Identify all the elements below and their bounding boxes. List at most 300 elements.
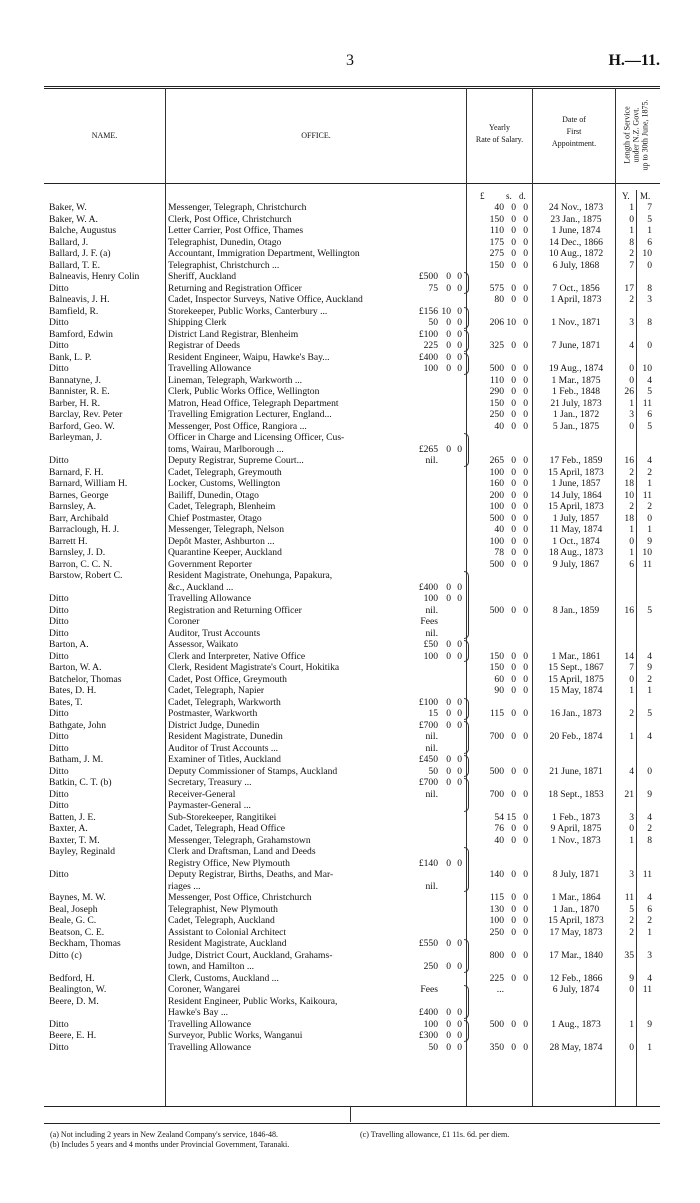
service-months: 1 — [647, 524, 652, 535]
office-cell: &c., Auckland ... — [168, 581, 234, 593]
service-years: 0 — [629, 374, 634, 386]
rate-shillings: 0 — [511, 202, 516, 213]
service-years: 16 — [624, 455, 634, 466]
name-cell: Bates, D. H. — [49, 685, 97, 696]
sub-amount-shillings: 0 — [446, 593, 451, 604]
rate-pounds: 100 — [489, 915, 504, 926]
rate-shillings: 0 — [511, 489, 516, 501]
rate-pounds: 100 — [489, 535, 504, 547]
service-months: 1 — [647, 225, 652, 236]
service-months: 10 — [642, 547, 652, 558]
name-cell: Barford, Geo. W. — [49, 420, 115, 432]
header-office: OFFICE. — [301, 131, 331, 140]
office-cell: Shipping Clerk — [168, 317, 227, 328]
top-rule — [44, 88, 660, 89]
sub-amount-shillings: 0 — [446, 271, 451, 282]
table-row — [0, 559, 700, 571]
name-cell: Bamford, Edwin — [49, 328, 113, 340]
table-row — [0, 1030, 700, 1042]
service-years: 1 — [629, 202, 634, 213]
rate-shillings: 0 — [511, 363, 516, 374]
office-cell: Resident Engineer, Waipu, Hawke's Bay... — [168, 351, 330, 363]
sub-amount-shillings: 0 — [446, 857, 451, 869]
table-row — [0, 639, 700, 651]
rate-shillings: 0 — [511, 1018, 516, 1030]
sub-amount-shillings: 0 — [446, 961, 451, 972]
rate-pence: 0 — [523, 478, 528, 489]
table-row — [0, 950, 700, 962]
service-years: 3 — [629, 409, 634, 420]
service-years: 3 — [629, 869, 634, 880]
service-years: 18 — [624, 478, 634, 489]
rate-shillings: 0 — [511, 524, 516, 535]
office-cell: Coroner — [168, 616, 200, 627]
name-cell: Ditto — [49, 731, 69, 742]
sub-amount-pounds: nil. — [425, 604, 438, 616]
office-cell: Accountant, Immigration Department, Wellington — [168, 248, 360, 259]
rate-pounds: 200 — [489, 489, 504, 501]
sub-amount-pounds: £500 — [418, 271, 438, 282]
name-cell: Ditto — [49, 742, 69, 754]
service-months: 9 — [647, 788, 652, 800]
footnote-c: (c) Travelling allowance, £1 11s. 6d. per diem. — [360, 1130, 510, 1139]
rate-shillings: 0 — [511, 409, 516, 420]
office-cell: Chief Postmaster, Otago — [168, 512, 262, 524]
table-row — [0, 570, 700, 582]
group-brace — [464, 272, 469, 294]
rate-pounds: 206 — [489, 317, 504, 328]
footnote-a: (a) Not including 2 years in New Zealand Company's service, 1846-48. — [50, 1130, 279, 1139]
service-years: 0 — [629, 984, 634, 995]
table-row — [0, 202, 700, 214]
rate-pence: 0 — [523, 466, 528, 478]
group-brace — [464, 778, 469, 812]
group-brace — [464, 847, 469, 892]
name-cell: Ditto — [49, 765, 69, 777]
office-cell: Clerk and Interpreter, Native Office — [168, 650, 306, 662]
office-cell: District Land Registrar, Blenheim — [168, 328, 299, 340]
sub-amount-pounds: £140 — [418, 857, 438, 869]
rate-shillings: 0 — [511, 949, 516, 961]
office-cell: Telegraphist, Christchurch ... — [168, 259, 280, 271]
name-cell: Baker, W. — [49, 202, 87, 213]
name-cell: Ditto — [49, 800, 69, 811]
appointment-date: 8 Jan., 1859 — [552, 604, 600, 616]
footnotes-right — [360, 1130, 650, 1140]
rate-pounds: 40 — [494, 420, 504, 432]
appointment-date: 18 Aug., 1873 — [548, 547, 604, 558]
unit-months: M. — [640, 191, 651, 201]
rate-shillings: 0 — [511, 259, 516, 271]
service-months: 5 — [647, 386, 652, 397]
sub-amount-shillings: 0 — [446, 1018, 451, 1030]
name-cell: Ditto — [49, 363, 69, 374]
office-cell: Cadet, Post Office, Greymouth — [168, 673, 287, 685]
service-years: 16 — [624, 604, 634, 616]
appointment-date: 15 April, 1873 — [548, 501, 604, 512]
rate-shillings: 0 — [511, 731, 516, 742]
appointment-date: 1 June, 1857 — [551, 478, 601, 489]
sub-amount-pence: 0 — [457, 765, 462, 777]
sub-amount-pounds: nil. — [425, 788, 438, 800]
rate-pence: 0 — [523, 823, 528, 834]
rate-pence: 0 — [523, 213, 528, 225]
table-row — [0, 984, 700, 996]
service-months: 2 — [647, 466, 652, 478]
rate-pence: 0 — [523, 673, 528, 685]
appointment-date: 14 July, 1864 — [550, 489, 602, 501]
service-months: 3 — [647, 949, 652, 961]
rate-pounds: 140 — [489, 869, 504, 880]
sub-amount-pence: 0 — [457, 650, 462, 662]
table-row — [0, 858, 700, 870]
sub-amount-pence: 0 — [457, 938, 462, 949]
table-row — [0, 455, 700, 467]
office-cell: Receiver-General — [168, 788, 236, 800]
office-cell: Matron, Head Office, Telegraph Department — [168, 397, 339, 409]
sub-amount-shillings: 0 — [446, 1030, 451, 1041]
office-cell: Messenger, Telegraph, Christchurch — [168, 202, 307, 213]
sub-amount-pounds: nil. — [425, 742, 438, 754]
service-years: 1 — [629, 524, 634, 535]
table-row — [0, 881, 700, 893]
rate-shillings: 0 — [511, 340, 516, 351]
table-row — [0, 800, 700, 812]
table-row — [0, 306, 700, 318]
service-months: 5 — [647, 420, 652, 432]
rate-pounds: 80 — [494, 294, 504, 305]
table-row — [0, 398, 700, 410]
service-months: 2 — [647, 823, 652, 834]
header-date-line1: Date of — [562, 115, 586, 124]
service-years: 3 — [629, 317, 634, 328]
service-months: 5 — [647, 604, 652, 616]
office-cell: Resident Magistrate, Dunedin — [168, 731, 283, 742]
office-cell: town, and Hamilton ... — [168, 961, 255, 972]
rate-pounds: 40 — [494, 524, 504, 535]
service-years: 6 — [629, 558, 634, 570]
service-months: 6 — [647, 903, 652, 915]
header-length — [617, 88, 655, 183]
sub-amount-pence: 0 — [457, 754, 462, 765]
name-cell: Beere, E. H. — [49, 1030, 97, 1041]
table-row — [0, 593, 700, 605]
appointment-date: 1 Aug., 1873 — [551, 1018, 601, 1030]
name-cell: Batkin, C. T. (b) — [49, 777, 112, 788]
rate-pounds: 40 — [494, 834, 504, 846]
sub-amount-pounds: 100 — [423, 650, 438, 662]
office-cell: Resident Magistrate, Auckland — [168, 938, 287, 949]
rate-shillings: 0 — [511, 535, 516, 547]
service-months: 6 — [647, 409, 652, 420]
service-years: 2 — [629, 466, 634, 478]
name-cell: Baxter, A. — [49, 823, 88, 834]
rate-pounds: 250 — [489, 409, 504, 420]
service-years: 1 — [629, 685, 634, 696]
group-brace — [464, 571, 469, 639]
name-cell: Bannatyne, J. — [49, 374, 101, 386]
sub-amount-pence: 0 — [457, 777, 462, 788]
table-row — [0, 421, 700, 433]
office-cell: Paymaster-General ... — [168, 800, 251, 811]
appointment-date: 6 July, 1868 — [552, 259, 600, 271]
service-years: 2 — [629, 501, 634, 512]
table-row — [0, 329, 700, 341]
rate-pounds: 76 — [494, 823, 504, 834]
appointment-date: 1 April, 1873 — [550, 294, 602, 305]
name-cell: Ditto — [49, 627, 69, 639]
page-reference: H.—11. — [608, 52, 660, 69]
table-row — [0, 754, 700, 766]
service-months: 4 — [647, 731, 652, 742]
sub-amount-pence: 0 — [457, 282, 462, 294]
appointment-date: 16 Jan., 1873 — [550, 708, 602, 719]
header-rate-line1: Yearly — [489, 123, 510, 132]
service-months: 8 — [647, 834, 652, 846]
office-cell: Officer in Charge and Licensing Officer, Cus- — [168, 432, 345, 443]
table-row — [0, 375, 700, 387]
name-cell: Ditto — [49, 708, 69, 719]
sub-amount-shillings: 0 — [446, 639, 451, 650]
sub-amount-pounds: £156 — [418, 305, 438, 317]
office-cell: Travelling Allowance — [168, 1018, 252, 1030]
office-cell: Messenger, Post Office, Rangiora ... — [168, 420, 307, 432]
appointment-date: 1 Mar., 1864 — [551, 892, 601, 903]
table-row — [0, 743, 700, 755]
service-years: 1 — [629, 547, 634, 558]
sub-amount-shillings: 0 — [446, 719, 451, 731]
appointment-date: 7 Oct., 1856 — [552, 282, 600, 294]
table-row — [0, 697, 700, 709]
service-years: 7 — [629, 662, 634, 673]
sub-amount-pence: 0 — [457, 961, 462, 972]
table-row — [0, 915, 700, 927]
name-cell: Beatson, C. E. — [49, 926, 105, 938]
sub-amount-shillings: 0 — [446, 317, 451, 328]
rate-pounds: 500 — [489, 558, 504, 570]
office-cell: Resident Magistrate, Onehunga, Papakura, — [168, 570, 333, 581]
rate-pounds: 500 — [489, 765, 504, 777]
office-cell: Telegraphist, New Plymouth — [168, 903, 278, 915]
rate-pounds: 500 — [489, 1018, 504, 1030]
group-brace — [464, 433, 469, 467]
name-cell: Ditto — [49, 455, 69, 466]
appointment-date: 24 Nov., 1873 — [548, 202, 604, 213]
rate-pence: 0 — [523, 926, 528, 938]
office-cell: Letter Carrier, Post Office, Thames — [168, 225, 304, 236]
sub-amount-pence: 0 — [457, 593, 462, 604]
name-cell: Batham, J. M. — [49, 754, 104, 765]
service-months: 4 — [647, 811, 652, 823]
sub-amount-pence: 0 — [457, 363, 462, 374]
sub-amount-shillings: 0 — [446, 754, 451, 765]
sub-amount-pounds: £50 — [423, 639, 438, 650]
appointment-date: 28 May, 1874 — [549, 1041, 603, 1053]
rate-shillings: 0 — [511, 892, 516, 903]
rate-shillings: 0 — [511, 213, 516, 225]
appointment-date: 1 Feb., 1848 — [552, 386, 600, 397]
office-cell: Travelling Allowance — [168, 593, 252, 604]
rate-pence: 0 — [523, 650, 528, 662]
rate-pence: 0 — [523, 869, 528, 880]
sub-amount-shillings: 0 — [446, 708, 451, 719]
office-cell: Registrar of Deeds — [168, 340, 240, 351]
office-cell: Clerk, Resident Magistrate's Court, Hokitika — [168, 662, 340, 673]
table-row — [0, 973, 700, 985]
rate-pounds: 500 — [489, 363, 504, 374]
footnotes-left — [50, 1130, 345, 1150]
rate-pence: 0 — [523, 236, 528, 248]
rate-pounds: ... — [496, 984, 504, 995]
name-cell: Balche, Augustus — [49, 225, 117, 236]
service-years: 0 — [629, 535, 634, 547]
rate-pounds: 800 — [489, 949, 504, 961]
office-cell: Cadet, Telegraph, Greymouth — [168, 466, 282, 478]
header-name: NAME. — [91, 131, 118, 140]
service-years: 0 — [629, 363, 634, 374]
rate-shillings: 0 — [511, 765, 516, 777]
service-years: 2 — [629, 248, 634, 259]
sub-amount-pounds: 100 — [423, 363, 438, 374]
sub-amount-shillings: 0 — [446, 282, 451, 294]
appointment-date: 20 Feb., 1874 — [549, 731, 603, 742]
name-cell: Ditto (c) — [49, 949, 82, 961]
header-rate — [467, 122, 532, 146]
appointment-date: 9 July, 1867 — [552, 558, 600, 570]
name-cell: Barber, H. R. — [49, 397, 101, 409]
name-cell: Ballard, J. F. (a) — [49, 248, 111, 259]
rate-pounds: 265 — [489, 455, 504, 466]
table-row — [0, 904, 700, 916]
table-row — [0, 685, 700, 697]
table-row — [0, 490, 700, 502]
service-months: 4 — [647, 972, 652, 984]
office-cell: Assistant to Colonial Architect — [168, 926, 287, 938]
table-row — [0, 720, 700, 732]
rate-pence: 0 — [523, 811, 528, 823]
table-row — [0, 823, 700, 835]
service-years: 2 — [629, 926, 634, 938]
rate-shillings: 0 — [511, 547, 516, 558]
header-date-line3: Appointment. — [551, 139, 597, 148]
group-brace — [464, 698, 469, 720]
sub-amount-pounds: £700 — [418, 719, 438, 731]
service-years: 8 — [629, 236, 634, 248]
appointment-date: 10 Aug., 1872 — [548, 248, 604, 259]
appointment-date: 7 June, 1871 — [551, 340, 601, 351]
service-months: 10 — [642, 248, 652, 259]
sub-amount-pounds: Fees — [420, 616, 438, 627]
rate-pence: 0 — [523, 225, 528, 236]
service-years: 18 — [624, 512, 634, 524]
group-brace — [464, 330, 469, 352]
table-row — [0, 432, 700, 444]
name-cell: Balneavis, Henry Colin — [49, 271, 140, 282]
name-cell: Baker, W. A. — [49, 213, 98, 225]
rate-pence: 0 — [523, 1041, 528, 1053]
service-months: 8 — [647, 317, 652, 328]
service-months: 2 — [647, 501, 652, 512]
unit-pence: d. — [519, 191, 526, 201]
service-years: 26 — [624, 386, 634, 397]
appointment-date: 18 Sept., 1853 — [548, 788, 604, 800]
appointment-date: 5 Jan., 1875 — [552, 420, 600, 432]
unit-years: Y. — [622, 191, 630, 201]
service-months: 2 — [647, 673, 652, 685]
rate-pence: 0 — [523, 489, 528, 501]
table-row — [0, 513, 700, 525]
appointment-date: 6 July, 1874 — [552, 984, 600, 995]
sub-amount-pounds: £450 — [418, 754, 438, 765]
service-months: 11 — [642, 489, 652, 501]
header-rule — [44, 183, 660, 184]
office-cell: Hawke's Bay ... — [168, 1007, 229, 1018]
appointment-date: 1 Nov., 1871 — [551, 317, 601, 328]
table-row — [0, 605, 700, 617]
name-cell: Ditto — [49, 869, 69, 880]
service-months: 9 — [647, 662, 652, 673]
rate-pence: 0 — [523, 409, 528, 420]
group-brace — [464, 755, 469, 777]
table-row — [0, 524, 700, 536]
service-years: 4 — [629, 340, 634, 351]
sub-amount-pounds: £400 — [418, 1007, 438, 1018]
rate-pence: 0 — [523, 455, 528, 466]
rate-shillings: 0 — [511, 282, 516, 294]
name-cell: Bedford, H. — [49, 972, 95, 984]
service-months: 1 — [647, 926, 652, 938]
sub-amount-shillings: 0 — [446, 363, 451, 374]
rate-pence: 0 — [523, 972, 528, 984]
table-row — [0, 835, 700, 847]
service-months: 6 — [647, 236, 652, 248]
rate-pounds: 110 — [489, 374, 504, 386]
appointment-date: 15 May, 1874 — [549, 685, 603, 696]
rate-pence: 0 — [523, 524, 528, 535]
rate-pence: 0 — [523, 834, 528, 846]
name-cell: Ditto — [49, 650, 69, 662]
office-cell: Examiner of Titles, Auckland — [168, 754, 281, 765]
service-years: 2 — [629, 708, 634, 719]
appointment-date: 15 April, 1875 — [548, 673, 604, 685]
header-length-line1: Length of Service — [622, 106, 632, 164]
rate-shillings: 0 — [511, 823, 516, 834]
office-cell: Depôt Master, Ashburton ... — [168, 535, 275, 547]
rate-shillings: 0 — [511, 397, 516, 409]
sub-amount-shillings: 0 — [446, 696, 451, 708]
office-cell: Deputy Registrar, Supreme Court... — [168, 455, 304, 466]
rate-pounds: 130 — [489, 903, 504, 915]
office-cell: Secretary, Treasury ... — [168, 777, 252, 788]
table-row — [0, 363, 700, 375]
sub-amount-pence: 0 — [457, 317, 462, 328]
sub-amount-pence: 0 — [457, 1041, 462, 1053]
sub-amount-pence: 0 — [457, 639, 462, 650]
name-cell: Bamfield, R. — [49, 305, 99, 317]
sub-amount-pounds: 50 — [428, 765, 438, 777]
sub-amount-pounds: 100 — [423, 593, 438, 604]
sub-amount-pence: 0 — [457, 271, 462, 282]
rate-pence: 0 — [523, 1018, 528, 1030]
service-months: 10 — [642, 363, 652, 374]
name-cell: Ditto — [49, 616, 69, 627]
table-row — [0, 237, 700, 249]
group-brace — [464, 721, 469, 755]
rate-pence: 0 — [523, 708, 528, 719]
office-cell: Travelling Allowance — [168, 363, 252, 374]
footnote-divider — [350, 1106, 351, 1122]
name-cell: Bealington, W. — [49, 984, 107, 995]
